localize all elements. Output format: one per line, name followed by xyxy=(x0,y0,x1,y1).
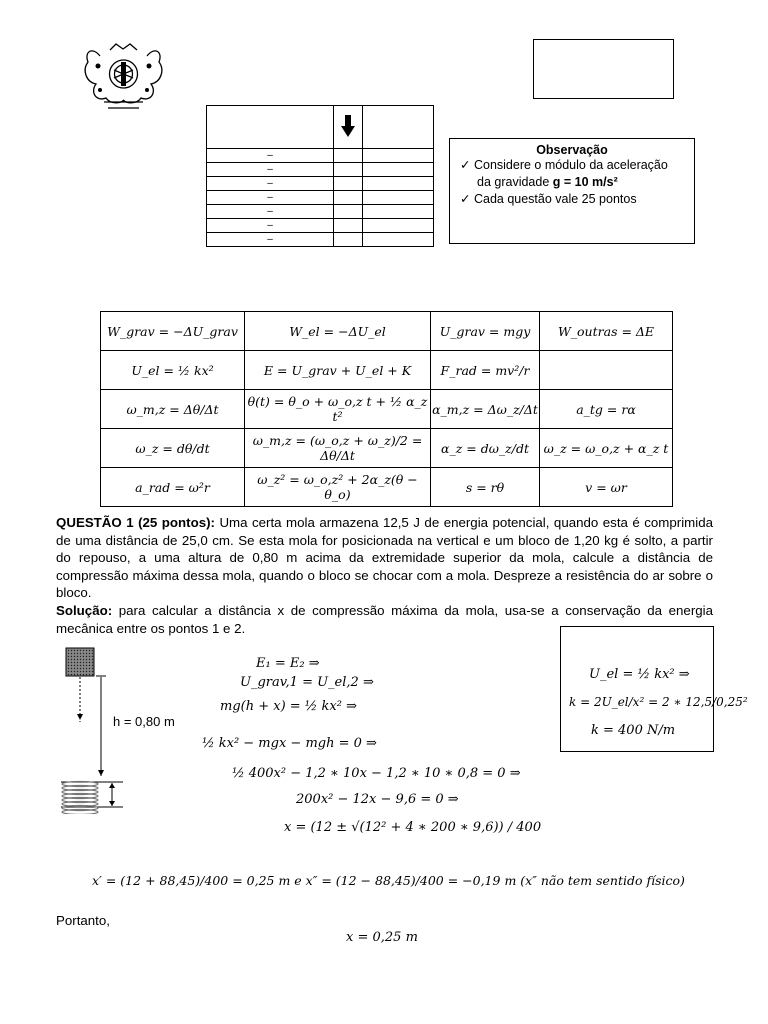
grade-arrow-cell xyxy=(334,106,363,149)
spring-block-figure xyxy=(58,646,128,814)
solution-label: Solução: xyxy=(56,603,113,618)
formula-cell: E = U_grav + U_el + K xyxy=(245,351,431,390)
box-step: U_el = ½ kx² ⇒ xyxy=(589,667,690,682)
final-answer: x = 0,25 m xyxy=(346,930,418,945)
solution-step: 200x² − 12x − 9,6 = 0 ⇒ xyxy=(296,792,459,807)
institution-crest-logo xyxy=(80,42,167,112)
solution-step: x = (12 ± √(12² + 4 ∗ 200 ∗ 9,6)) / 400 xyxy=(284,820,542,835)
observation-box xyxy=(449,138,695,244)
box-step: k = 400 N/m xyxy=(591,723,676,738)
observation-title: Observação xyxy=(536,143,608,157)
formula-cell: v = ωr xyxy=(540,468,673,507)
formula-cell: ω_m,z = Δθ/Δt xyxy=(101,390,245,429)
solution-step: U_grav,1 = U_el,2 ⇒ xyxy=(240,675,374,690)
formula-cell: W_grav = −ΔU_grav xyxy=(101,312,245,351)
grade-row-label: – xyxy=(207,191,334,205)
grade-row-label: – xyxy=(207,163,334,177)
formula-cell: ω_z = ω_o,z + α_z t xyxy=(540,429,673,468)
question-label: QUESTÃO 1 (25 pontos): xyxy=(56,515,215,530)
observation-item-1-cont: da gravidade xyxy=(477,175,553,189)
solution-step: mg(h + x) = ½ kx² ⇒ xyxy=(220,699,357,714)
formula-cell: ω_z = dθ/dt xyxy=(101,429,245,468)
solution-text: para calcular a distância x de compressão máxima da mola, usa-se a conservação da energia mecânica entre os pontos 1 e 2. xyxy=(56,603,713,636)
formula-cell: α_m,z = Δω_z/Δt xyxy=(431,390,540,429)
formula-cell: F_rad = mv²/r xyxy=(431,351,540,390)
grade-row-label: – xyxy=(207,149,334,163)
box-step: k = 2U_el/x² = 2 ∗ 12,5/0,25² xyxy=(569,695,748,709)
observation-item-2: Cada questão vale 25 pontos xyxy=(473,192,637,206)
formula-cell: ω_m,z = (ω_o,z + ω_z)/2 = Δθ/Δt xyxy=(245,429,431,468)
formula-cell xyxy=(540,351,673,390)
gravity-value: g = 10 m/s² xyxy=(552,175,618,189)
formula-cell: α_z = dω_z/dt xyxy=(431,429,540,468)
grade-row-label: – xyxy=(207,205,334,219)
height-label: h = 0,80 m xyxy=(113,714,175,729)
grade-header-cell xyxy=(363,106,434,149)
spring-constant-box xyxy=(560,626,748,752)
grade-row-label: – xyxy=(207,219,334,233)
grade-row-label: – xyxy=(207,177,334,191)
question-1 xyxy=(56,514,713,602)
check-icon: ✓ xyxy=(460,158,471,172)
formula-cell: θ(t) = θ_o + ω_o,z t + ½ α_z t² xyxy=(245,390,431,429)
solution-step: E₁ = E₂ ⇒ xyxy=(256,656,320,671)
formula-cell: W_outras = ΔE xyxy=(540,312,673,351)
question-text: Uma certa mola armazena 12,5 J de energia potencial, quando esta é comprimida de uma distância de 25,0 cm. Se esta mola for posicionada na vertical e um bloco de 1,20 kg é solto, a partir do repouso, a uma altura de 0,80 m acima da extremidade superior da mola, calcule a distância de compressão máxima dessa mola, quando o bloco se chocar com a mola. Despreze a resistência do ar sobre o bloco. xyxy=(56,515,713,600)
solution-step: ½ 400x² − 1,2 ∗ 10x − 1,2 ∗ 10 ∗ 0,8 = 0 ⇒ xyxy=(232,766,521,781)
grade-table xyxy=(206,105,434,247)
down-arrow-icon xyxy=(341,115,355,137)
formula-cell: U_grav = mgy xyxy=(431,312,540,351)
grade-row-label: – xyxy=(207,233,334,247)
solution-step: ½ kx² − mgx − mgh = 0 ⇒ xyxy=(202,736,377,751)
conclusion-label: Portanto, xyxy=(56,913,110,928)
formula-cell: a_rad = ω²r xyxy=(101,468,245,507)
check-icon: ✓ xyxy=(460,192,471,206)
grade-header-cell xyxy=(207,106,334,149)
formula-cell: a_tg = rα xyxy=(540,390,673,429)
roots-line: x′ = (12 + 88,45)/400 = 0,25 m e x″ = (12 − 88,45)/400 = −0,19 m (x″ não tem sentido físico) xyxy=(92,873,685,888)
formula-cell: W_el = −ΔU_el xyxy=(245,312,431,351)
formula-cell: ω_z² = ω_o,z² + 2α_z(θ − θ_o) xyxy=(245,468,431,507)
formula-table xyxy=(100,311,673,507)
formula-cell: U_el = ½ kx² xyxy=(101,351,245,390)
observation-item-1: Considere o módulo da aceleração xyxy=(473,158,668,172)
formula-cell: s = rθ xyxy=(431,468,540,507)
score-box xyxy=(533,39,674,99)
